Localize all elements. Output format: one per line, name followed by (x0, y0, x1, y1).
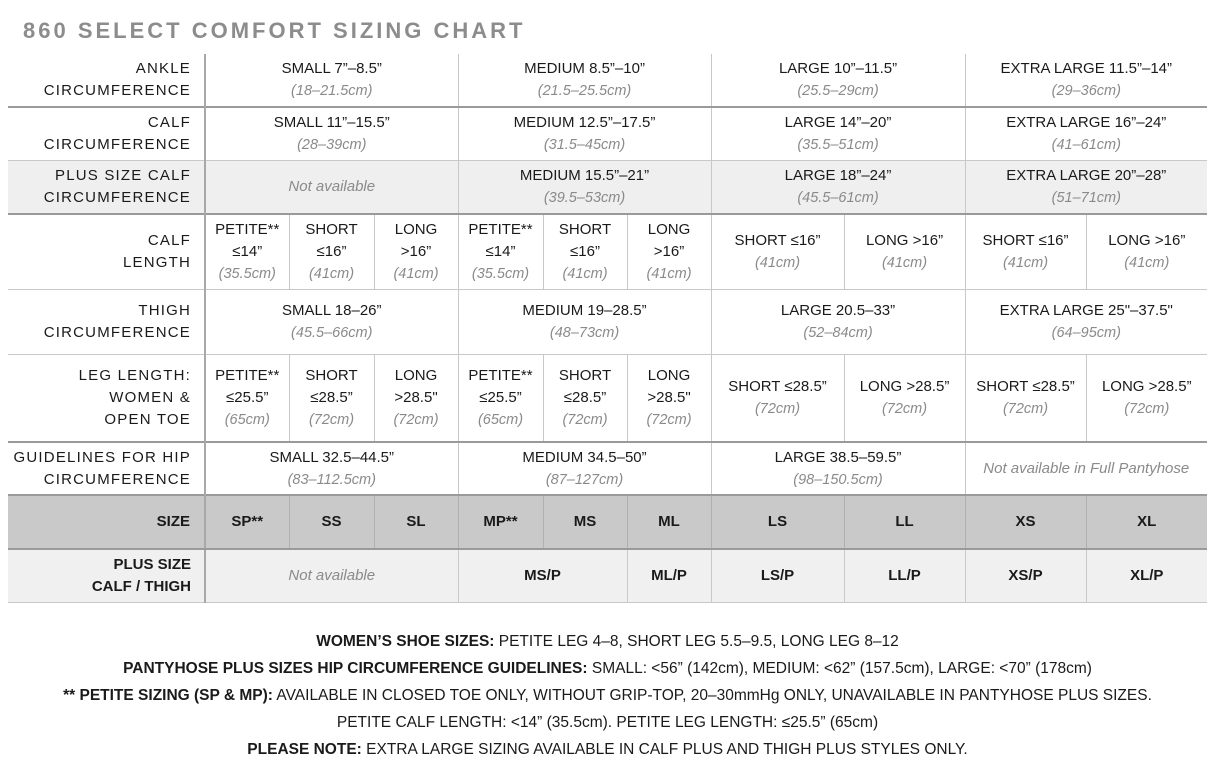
size-cell: SMALL 11”–15.5” (28–39cm) (205, 107, 458, 160)
length-cell: LONG >16” (41cm) (844, 214, 965, 289)
size-cell: EXTRA LARGE 25"–37.5" (64–95cm) (965, 289, 1207, 354)
length-cell: LONG >16” (41cm) (1086, 214, 1207, 289)
leg-length-row (8, 354, 1207, 442)
size-label: SIZE (8, 495, 205, 549)
row-label: GUIDELINES FOR HIP CIRCUMFERENCE (8, 442, 205, 495)
length-cell: LONG >16” (41cm) (374, 214, 458, 289)
ankle-row (8, 54, 1207, 107)
size-cell: MEDIUM 8.5”–10” (21.5–25.5cm) (458, 54, 711, 107)
size-cell: EXTRA LARGE 16”–24” (41–61cm) (965, 107, 1207, 160)
size-cell: SMALL 18–26” (45.5–66cm) (205, 289, 458, 354)
size-cell: LARGE 38.5–59.5” (98–150.5cm) (711, 442, 965, 495)
size-cell: EXTRA LARGE 11.5”–14” (29–36cm) (965, 54, 1207, 107)
length-cell: SHORT ≤28.5” (72cm) (965, 354, 1086, 442)
size-cell: LARGE 14”–20” (35.5–51cm) (711, 107, 965, 160)
size-cell: MEDIUM 19–28.5” (48–73cm) (458, 289, 711, 354)
size-code: SS (289, 495, 374, 549)
size-code: MS/P (458, 549, 627, 602)
size-cell: EXTRA LARGE 20”–28” (51–71cm) (965, 160, 1207, 214)
length-cell: PETITE** ≤25.5” (65cm) (205, 354, 289, 442)
size-code: SP** (205, 495, 289, 549)
length-cell: LONG >16” (41cm) (627, 214, 711, 289)
size-cell: LARGE 18”–24” (45.5–61cm) (711, 160, 965, 214)
length-cell: SHORT ≤28.5” (72cm) (289, 354, 374, 442)
size-code: XL/P (1086, 549, 1207, 602)
size-cell: LARGE 20.5–33” (52–84cm) (711, 289, 965, 354)
length-cell: SHORT ≤16” (41cm) (289, 214, 374, 289)
size-code-row (8, 495, 1207, 549)
size-code: XL (1086, 495, 1207, 549)
sizing-table (8, 54, 1207, 603)
size-cell: MEDIUM 12.5”–17.5” (31.5–45cm) (458, 107, 711, 160)
row-label: PLUS SIZE CALF / THIGH (8, 549, 205, 602)
length-cell: LONG >28.5” (72cm) (844, 354, 965, 442)
length-cell: PETITE** ≤25.5” (65cm) (458, 354, 543, 442)
size-cell: SMALL 32.5–44.5” (83–112.5cm) (205, 442, 458, 495)
hip-row (8, 442, 1207, 495)
size-cell: SMALL 7”–8.5” (18–21.5cm) (205, 54, 458, 107)
shoe-sizes-note: WOMEN’S SHOE SIZES: PETITE LEG 4–8, SHORT LEG 5.5–9.5, LONG LEG 8–12 (316, 633, 899, 650)
please-note: PLEASE NOTE: EXTRA LARGE SIZING AVAILABLE IN CALF PLUS AND THIGH PLUS STYLES ONLY. (247, 741, 968, 758)
size-cell: MEDIUM 34.5–50” (87–127cm) (458, 442, 711, 495)
length-cell: SHORT ≤16” (41cm) (711, 214, 844, 289)
not-available-cell: Not available (205, 160, 458, 214)
row-label: LEG LENGTH: WOMEN & OPEN TOE (8, 354, 205, 442)
row-label: CALF CIRCUMFERENCE (8, 107, 205, 160)
petite-length-note: PETITE CALF LENGTH: <14” (35.5cm). PETITE LEG LENGTH: ≤25.5” (65cm) (336, 714, 879, 731)
calf-length-row (8, 214, 1207, 289)
row-label: ANKLE CIRCUMFERENCE (8, 54, 205, 107)
row-label: PLUS SIZE CALF CIRCUMFERENCE (8, 160, 205, 214)
size-code: XS/P (965, 549, 1086, 602)
size-code: ML (627, 495, 711, 549)
length-cell: SHORT ≤16” (41cm) (965, 214, 1086, 289)
size-code: MS (543, 495, 627, 549)
length-cell: PETITE** ≤14” (35.5cm) (205, 214, 289, 289)
length-cell: SHORT ≤16” (41cm) (543, 214, 627, 289)
size-code: LS (711, 495, 844, 549)
size-code: LL (844, 495, 965, 549)
size-code: MP** (458, 495, 543, 549)
length-cell: LONG >28.5" (72cm) (374, 354, 458, 442)
length-cell: PETITE** ≤14” (35.5cm) (458, 214, 543, 289)
plus-calf-row (8, 160, 1207, 214)
footnotes (8, 628, 1207, 763)
size-code: SL (374, 495, 458, 549)
size-code: ML/P (627, 549, 711, 602)
hip-guidelines-note: PANTYHOSE PLUS SIZES HIP CIRCUMFERENCE GUIDELINES: SMALL: <56” (142cm), MEDIUM: <62” (157.5cm), LARGE: <70” (178cm) (123, 660, 1092, 677)
row-label: CALF LENGTH (8, 214, 205, 289)
thigh-row (8, 289, 1207, 354)
petite-sizing-note: ** PETITE SIZING (SP & MP): AVAILABLE IN CLOSED TOE ONLY, WITHOUT GRIP-TOP, 20–30mmHg ONLY, UNAVAILABLE IN PANTYHOSE PLUS SIZES. (63, 687, 1152, 704)
length-cell: LONG >28.5” (72cm) (1086, 354, 1207, 442)
not-available-cell: Not available (205, 549, 458, 602)
row-label: THIGH CIRCUMFERENCE (8, 289, 205, 354)
size-code: LS/P (711, 549, 844, 602)
calf-row (8, 107, 1207, 160)
not-available-cell: Not available in Full Pantyhose (965, 442, 1207, 495)
length-cell: SHORT ≤28.5” (72cm) (711, 354, 844, 442)
plus-size-code-row (8, 549, 1207, 602)
size-code: XS (965, 495, 1086, 549)
size-cell: MEDIUM 15.5”–21” (39.5–53cm) (458, 160, 711, 214)
chart-title: 860 SELECT COMFORT SIZING CHART (23, 18, 526, 43)
size-code: LL/P (844, 549, 965, 602)
size-cell: LARGE 10”–11.5” (25.5–29cm) (711, 54, 965, 107)
length-cell: SHORT ≤28.5” (72cm) (543, 354, 627, 442)
length-cell: LONG >28.5" (72cm) (627, 354, 711, 442)
